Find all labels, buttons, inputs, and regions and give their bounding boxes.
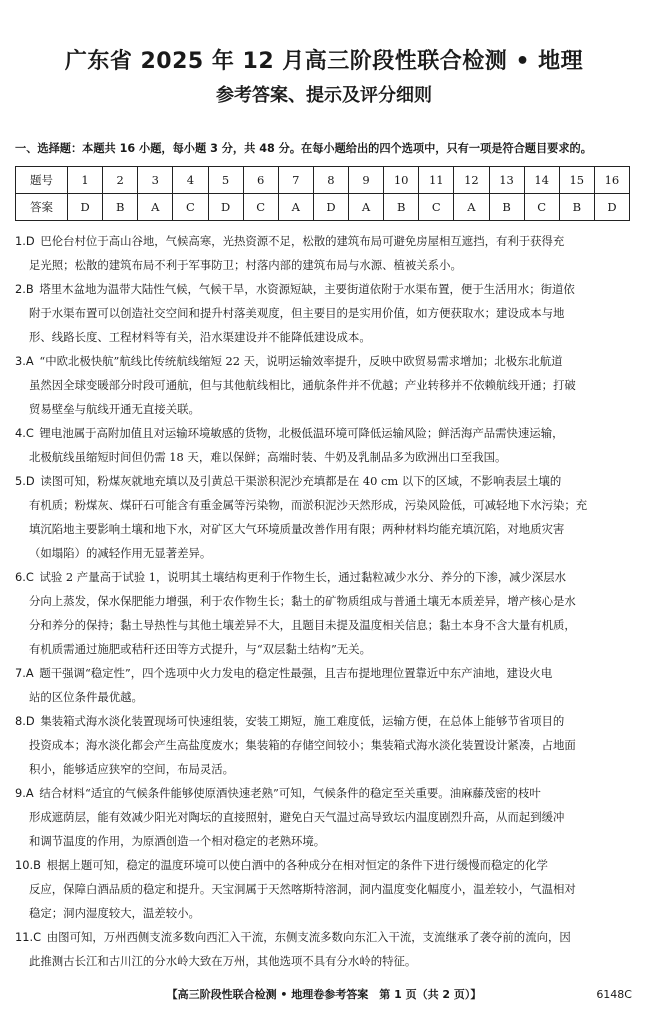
item-first-line	[15, 277, 632, 301]
item-text-line: 积小，能够适应狭窄的空间，布局灵活。	[29, 762, 235, 776]
question-number-cell: 11	[419, 167, 454, 194]
answer-cell: A	[349, 194, 384, 221]
answer-cell: D	[313, 194, 348, 221]
answer-cell: C	[243, 194, 278, 221]
explanation-item	[15, 277, 632, 349]
explanation-item	[15, 469, 632, 565]
question-number-cell: 1	[68, 167, 103, 194]
answer-table	[15, 166, 630, 221]
item-number: 11.C	[15, 930, 42, 944]
question-number-cell: 12	[454, 167, 489, 194]
explanation-item	[15, 565, 632, 661]
item-first-line	[15, 925, 632, 949]
question-number-cell: 10	[384, 167, 419, 194]
answer-cell: C	[419, 194, 454, 221]
question-number-cell: 13	[489, 167, 524, 194]
page-title: 广东省 2025 年 12 月高三阶段性联合检测 • 地理	[64, 49, 584, 74]
item-text-line: 有机质需通过施肥或秸秆还田等方式提升，与“双层黏土结构”无关。	[29, 642, 371, 656]
question-number-cell: 14	[524, 167, 559, 194]
item-text-line: 有机质；粉煤灰、煤矸石可能含有重金属等污染物，而淤积泥沙天然形成，污染风险低，可减轻地下水污染；充	[29, 498, 588, 512]
question-number-cell: 16	[594, 167, 629, 194]
answer-cell: A	[138, 194, 173, 221]
item-text-line: 反应，保障白酒品质的稳定和提升。天宝洞属于天然喀斯特溶洞，洞内温度变化幅度小，温差较小，气温相对	[29, 882, 576, 896]
answer-cell: A	[454, 194, 489, 221]
explanation-item	[15, 781, 632, 853]
item-number: 9.A	[15, 786, 34, 800]
page-subtitle: 参考答案、提示及评分细则	[216, 85, 432, 106]
item-number: 10.B	[15, 858, 41, 872]
answer-cell: B	[103, 194, 138, 221]
question-number-cell: 15	[559, 167, 594, 194]
answer-row	[16, 194, 630, 221]
row-label-answer: 答案	[16, 194, 68, 221]
item-text-line: “中欧北极快航”航线比传统航线缩短 22 天，说明运输效率提升，反映中欧贸易需求增加；北极东北航道	[39, 354, 563, 368]
item-text-line: 分和养分的保持；黏土导热性与其他土壤差异不大，且题目未提及温度相关信息；黏土本身不含大量有机质，	[29, 618, 576, 632]
item-number: 5.D	[15, 474, 35, 488]
explanation-item	[15, 661, 632, 709]
item-text-line: 分向上蒸发，保水保肥能力增强，利于农作物生长；黏土的矿物质组成与普通土壤无本质差异，增产核心是水	[29, 594, 576, 608]
question-number-cell: 3	[138, 167, 173, 194]
question-number-row	[16, 167, 630, 194]
answer-cell: D	[68, 194, 103, 221]
answer-cell: B	[489, 194, 524, 221]
item-first-line	[15, 421, 632, 445]
document-code: 6148C	[596, 988, 632, 1001]
explanation-item	[15, 709, 632, 781]
item-text-line: 站的区位条件最优越。	[29, 690, 143, 704]
explanation-item	[15, 229, 632, 277]
item-text-line: 试验 2 产量高于试验 1，说明其土壤结构更利于作物生长，通过黏粒减少水分、养分的下渗，减少深层水	[39, 570, 567, 584]
question-number-cell: 9	[349, 167, 384, 194]
item-text-line: 此推测古长江和古川江的分水岭大致在万州，其他选项不具有分水岭的特征。	[29, 954, 417, 968]
item-text-line: 结合材料“适宜的气候条件能够使原酒快速老熟”可知，气候条件的稳定至关重要。油麻藤茂密的枝叶	[39, 786, 541, 800]
question-number-cell: 5	[208, 167, 243, 194]
answer-cell: C	[173, 194, 208, 221]
item-text-line: 根据上题可知，稳定的温度环境可以使白酒中的各种成分在相对恒定的条件下进行缓慢而稳定的化学	[46, 858, 548, 872]
item-first-line	[15, 781, 632, 805]
item-number: 3.A	[15, 354, 34, 368]
item-number: 4.C	[15, 426, 34, 440]
item-text-line: 题干强调“稳定性”，四个选项中火力发电的稳定性最强，且吉布提地理位置靠近中东产油地，建设火电	[39, 666, 553, 680]
explanation-list	[15, 229, 632, 973]
item-text-line: 塔里木盆地为温带大陆性气候，气候干旱，水资源短缺，主要街道依附于水渠布置，便于生活用水；街道依	[39, 282, 575, 296]
explanation-item	[15, 421, 632, 469]
page-footer: 【高三阶段性联合检测 • 地理卷参考答案 第 1 页（共 2 页）】	[166, 988, 482, 1001]
item-text-line: 和调节温度的作用，为原酒创造一个相对稳定的老熟环境。	[29, 834, 326, 848]
answer-cell: B	[384, 194, 419, 221]
item-text-line: （如塌陷）的减轻作用无显著差异。	[29, 546, 212, 560]
question-number-cell: 2	[103, 167, 138, 194]
item-text-line: 填沉陷地主要影响土壤和地下水，对矿区大气环境质量改善作用有限；两种材料均能充填沉陷，对地质灾害	[29, 522, 565, 536]
item-text-line: 附于水渠布置可以创造社交空间和提升村落美观度，但主要目的是实用价值，如方便获取水；建设成本与地	[29, 306, 565, 320]
question-number-cell: 4	[173, 167, 208, 194]
item-number: 1.D	[15, 234, 35, 248]
question-number-cell: 7	[278, 167, 313, 194]
item-number: 7.A	[15, 666, 34, 680]
question-number-cell: 6	[243, 167, 278, 194]
item-text-line: 形、线路长度、工程材料等有关，沿水渠建设并不能降低建设成本。	[29, 330, 371, 344]
item-first-line	[15, 349, 632, 373]
answer-cell: D	[594, 194, 629, 221]
answer-cell: B	[559, 194, 594, 221]
item-text-line: 形成遮荫层，能有效减少阳光对陶坛的直接照射，避免白天气温过高导致坛内温度剧烈升高，从而起到缓冲	[29, 810, 565, 824]
item-number: 8.D	[15, 714, 35, 728]
item-text-line: 巴伦台村位于高山谷地，气候高寒，光热资源不足，松散的建筑布局可避免房屋相互遮挡，有利于获得充	[40, 234, 565, 248]
item-text-line: 由图可知，万州西侧支流多数向西汇入干流，东侧支流多数向东汇入干流，支流继承了袭夺前的流向，因	[46, 930, 571, 944]
item-text-line: 虽然因全球变暖部分时段可通航，但与其他航线相比，通航条件并不优越；产业转移并不依赖航线开通；打破	[29, 378, 576, 392]
explanation-item	[15, 925, 632, 973]
item-first-line	[15, 229, 632, 253]
question-number-cell: 8	[313, 167, 348, 194]
item-first-line	[15, 565, 632, 589]
item-text-line: 集装箱式海水淡化装置现场可快速组装，安装工期短，施工难度低，运输方便，在总体上能够节省项目的	[40, 714, 565, 728]
item-first-line	[15, 469, 632, 493]
item-text-line: 读图可知，粉煤灰就地充填以及引黄总干渠淤积泥沙充填都是在 40 cm 以下的区域，不影响表层土壤的	[40, 474, 562, 488]
answer-cell: C	[524, 194, 559, 221]
item-first-line	[15, 709, 632, 733]
answer-cell: A	[278, 194, 313, 221]
item-text-line: 锂电池属于高附加值且对运输环境敏感的货物，北极低温环境可降低运输风险；鲜活海产品需快速运输，	[39, 426, 564, 440]
explanation-item	[15, 349, 632, 421]
item-number: 6.C	[15, 570, 34, 584]
item-text-line: 稳定；洞内湿度较大，温差较小。	[29, 906, 200, 920]
item-first-line	[15, 853, 632, 877]
item-text-line: 投资成本；海水淡化都会产生高盐度废水；集装箱的存储空间较小；集装箱式海水淡化装置设计紧凑，占地面	[29, 738, 576, 752]
item-text-line: 北极航线虽缩短时间但仍需 18 天，难以保鲜；高端时装、牛奶及乳制品多为欧洲出口至我国。	[29, 450, 507, 464]
section-heading: 一、选择题：本题共 16 小题，每小题 3 分，共 48 分。在每小题给出的四个选项中，只有一项是符合题目要求的。	[15, 142, 592, 155]
answer-cell: D	[208, 194, 243, 221]
item-number: 2.B	[15, 282, 34, 296]
item-first-line	[15, 661, 632, 685]
explanation-item	[15, 853, 632, 925]
item-text-line: 足光照；松散的建筑布局不利于军事防卫；村落内部的建筑布局与水源、植被关系小。	[29, 258, 462, 272]
row-label-question-number: 题号	[16, 167, 68, 194]
item-text-line: 贸易壁垒与航线开通无直接关联。	[29, 402, 200, 416]
